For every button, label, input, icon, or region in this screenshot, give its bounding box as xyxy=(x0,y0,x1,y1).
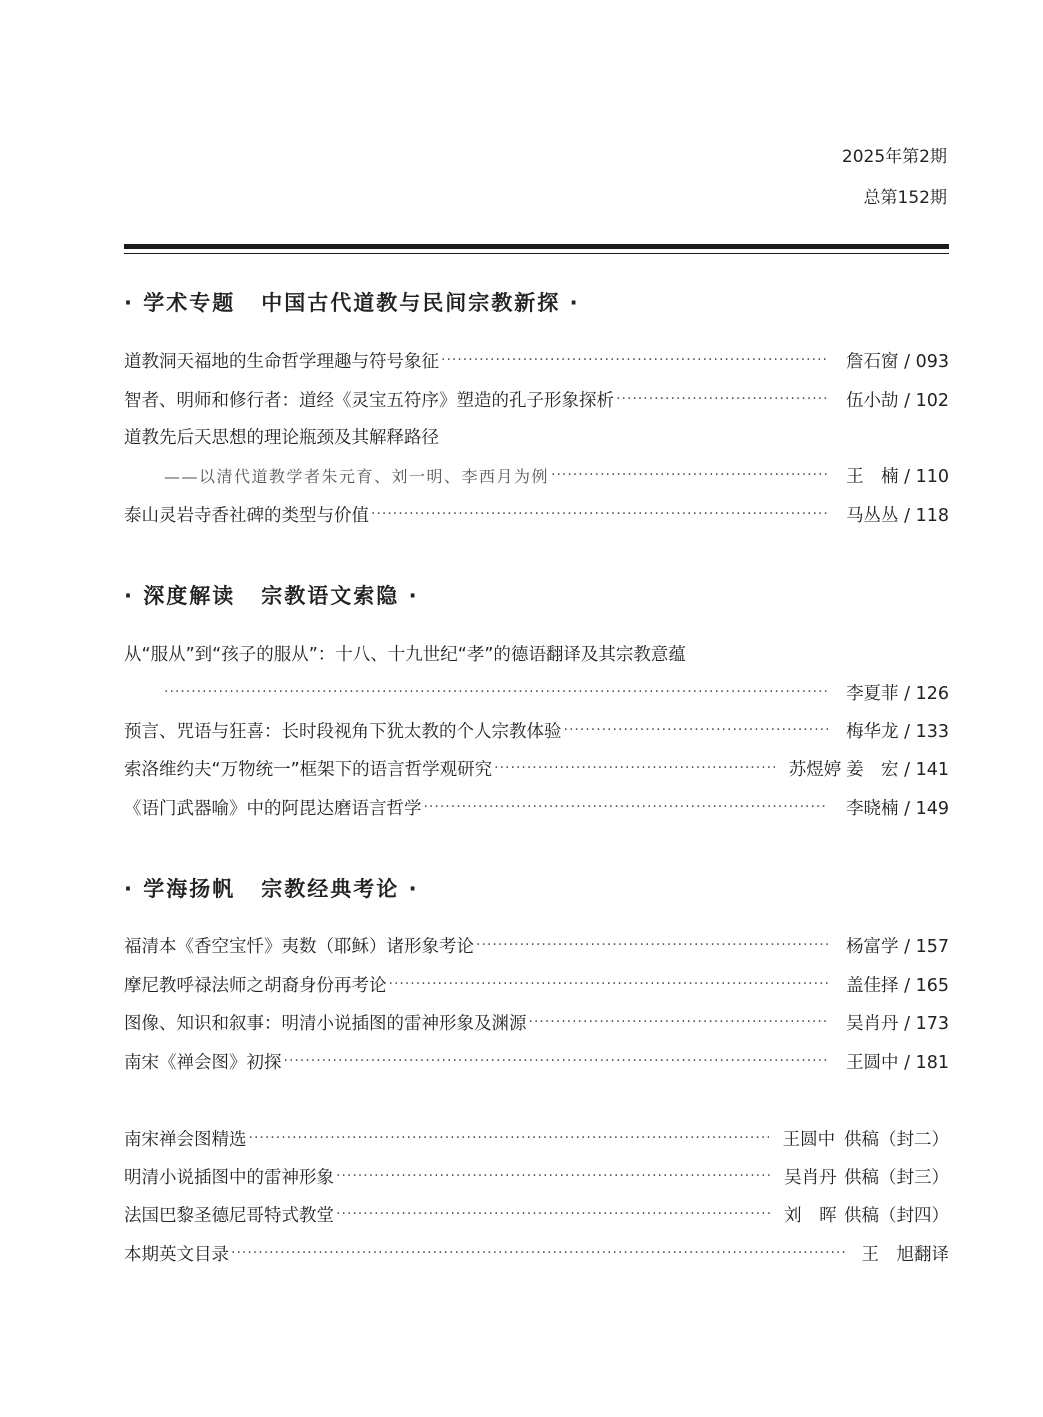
toc-entry[interactable] xyxy=(124,755,949,781)
entry-title: 道教洞天福地的生命哲学理趣与符号象征 xyxy=(124,351,439,372)
entry-title: 智者、明师和修行者：道经《灵宝五符序》塑造的孔子形象探析 xyxy=(124,390,614,411)
entry-title: 本期英文目录 xyxy=(124,1244,229,1265)
entry-title: 法国巴黎圣德尼哥特式教堂 xyxy=(124,1205,334,1226)
entry-title: 泰山灵岩寺香社碑的类型与价值 xyxy=(124,505,369,526)
entry-coauthor: 苏煜婷 xyxy=(788,759,842,780)
entry-title: 预言、咒语与狂喜：长时段视角下犹太教的个人宗教体验 xyxy=(124,721,562,742)
entry-note: 翻译 xyxy=(914,1244,949,1265)
entry-author-page: 伍小劼 / 102 xyxy=(846,390,949,411)
toc-entry[interactable] xyxy=(124,1009,949,1035)
entry-author-page: 梅华龙 / 133 xyxy=(846,721,949,742)
dot-leader xyxy=(336,1206,770,1222)
section-topic: 宗教语文索隐 · xyxy=(261,584,419,608)
dot-leader xyxy=(336,1168,770,1184)
dot-leader xyxy=(284,1053,829,1069)
toc-extra-entry[interactable] xyxy=(124,1201,949,1227)
toc-entry[interactable] xyxy=(124,347,949,373)
toc-extra-entry[interactable] xyxy=(124,1163,949,1189)
entry-note: 供稿（封二） xyxy=(844,1129,949,1150)
entry-author: 吴肖丹 xyxy=(784,1167,837,1188)
dot-leader xyxy=(231,1245,848,1261)
entry-author-page: 王 楠 / 110 xyxy=(846,466,949,487)
section-topic: 中国古代道教与民间宗教新探 · xyxy=(261,291,580,315)
entry-author-page: 姜 宏 / 141 xyxy=(846,759,949,780)
entry-title: 南宋《禅会图》初探 xyxy=(124,1052,282,1073)
entry-author-page: 吴肖丹 / 173 xyxy=(846,1013,949,1034)
header-rule-thin xyxy=(124,253,949,254)
toc-entry[interactable] xyxy=(124,641,949,667)
entry-title: 摩尼教呼禄法师之胡裔身份再考论 xyxy=(124,975,387,996)
dot-leader xyxy=(494,760,775,776)
toc-entry[interactable] xyxy=(124,501,949,527)
dot-leader xyxy=(441,352,828,368)
section-title xyxy=(124,580,419,610)
entry-title: 明清小说插图中的雷神形象 xyxy=(124,1167,334,1188)
dot-leader xyxy=(551,467,828,483)
dot-leader xyxy=(476,937,828,953)
entry-title: 《语门武器喻》中的阿毘达磨语言哲学 xyxy=(124,798,422,819)
section-category: · 学海扬帆 xyxy=(124,877,236,901)
entry-title: 索洛维约夫“万物统一”框架下的语言哲学观研究 xyxy=(124,759,493,780)
dot-leader xyxy=(164,684,828,700)
entry-note: 供稿（封四） xyxy=(844,1205,949,1226)
entry-note: 供稿（封三） xyxy=(844,1167,949,1188)
dot-leader xyxy=(249,1130,769,1146)
entry-title: 图像、知识和叙事：明清小说插图的雷神形象及渊源 xyxy=(124,1013,527,1034)
entry-author: 王 旭 xyxy=(861,1244,914,1265)
section-category: · 学术专题 xyxy=(124,291,236,315)
toc-entry[interactable] xyxy=(124,971,949,997)
issue-number: 2025年第2期 xyxy=(841,147,947,167)
total-issue-number: 总第152期 xyxy=(863,188,947,208)
toc-entry[interactable] xyxy=(124,794,949,820)
entry-author-page: 王圆中 / 181 xyxy=(846,1052,949,1073)
entry-author-page: 杨富学 / 157 xyxy=(846,936,949,957)
entry-author: 王圆中 xyxy=(782,1129,836,1150)
entry-author-page: 马丛丛 / 118 xyxy=(846,505,949,526)
toc-entry-subtitle[interactable] xyxy=(164,462,949,488)
toc-extra-entry[interactable] xyxy=(124,1125,949,1151)
entry-title: 南宋禅会图精选 xyxy=(124,1129,247,1150)
header-rule-thick xyxy=(124,244,949,249)
toc-entry-continuation[interactable] xyxy=(164,679,949,705)
section-category: · 深度解读 xyxy=(124,584,236,608)
dot-leader xyxy=(371,506,828,522)
toc-entry[interactable] xyxy=(124,1048,949,1074)
entry-author-page: 盖佳择 / 165 xyxy=(846,975,949,996)
entry-subtitle: ——以清代道教学者朱元育、刘一明、李西月为例 xyxy=(164,466,550,486)
section-topic: 宗教经典考论 · xyxy=(261,877,419,901)
entry-title: 道教先后天思想的理论瓶颈及其解释路径 xyxy=(124,428,439,448)
entry-title: 福清本《香空宝忏》夷数（耶稣）诸形象考论 xyxy=(124,936,474,957)
toc-extra-entry[interactable] xyxy=(124,1240,949,1266)
entry-title: 从“服从”到“孩子的服从”：十八、十九世纪“孝”的德语翻译及其宗教意蕴 xyxy=(124,645,686,665)
dot-leader xyxy=(424,799,829,815)
dot-leader xyxy=(529,1014,829,1030)
entry-author-page: 李夏菲 / 126 xyxy=(846,683,949,704)
toc-entry[interactable] xyxy=(124,386,949,412)
entry-author: 刘 晖 xyxy=(784,1205,837,1226)
section-title xyxy=(124,287,580,317)
entry-author-page: 李晓楠 / 149 xyxy=(846,798,949,819)
dot-leader xyxy=(564,722,829,738)
entry-author-page: 詹石窗 / 093 xyxy=(846,351,949,372)
dot-leader xyxy=(616,391,828,407)
toc-entry[interactable] xyxy=(124,717,949,743)
section-title xyxy=(124,873,419,903)
toc-entry[interactable] xyxy=(124,932,949,958)
toc-entry[interactable] xyxy=(124,424,949,450)
dot-leader xyxy=(389,976,829,992)
